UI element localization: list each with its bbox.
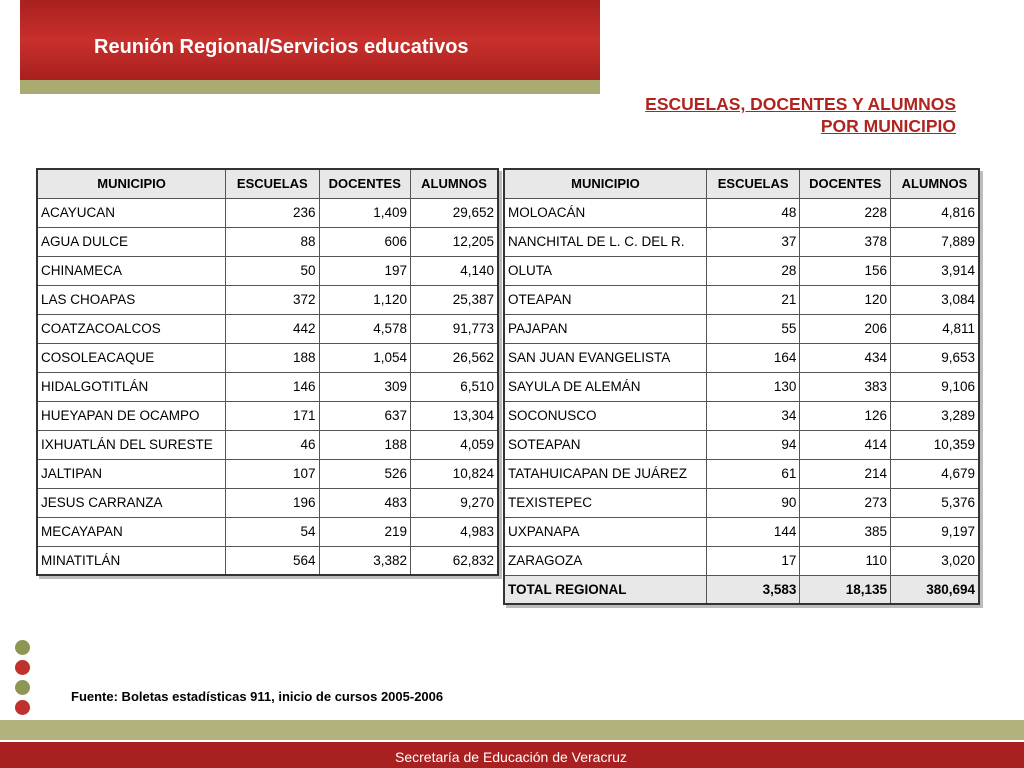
decorative-dot-olive [15, 640, 30, 655]
docentes-cell: 3,382 [319, 546, 411, 575]
escuelas-cell: 61 [706, 459, 799, 488]
column-header-escuelas: ESCUELAS [226, 169, 319, 198]
alumnos-cell: 6,510 [411, 372, 498, 401]
docentes-cell: 385 [800, 517, 891, 546]
table-row [504, 430, 979, 459]
municipio-cell: NANCHITAL DE L. C. DEL R. [504, 227, 706, 256]
escuelas-cell: 130 [706, 372, 799, 401]
docentes-cell: 228 [800, 198, 891, 227]
page-title: Reunión Regional/Servicios educativos [94, 36, 469, 58]
total-value: 3,583 [706, 575, 799, 604]
alumnos-cell: 4,140 [411, 256, 498, 285]
municipio-cell: IXHUATLÁN DEL SURESTE [37, 430, 226, 459]
alumnos-cell: 5,376 [890, 488, 979, 517]
escuelas-cell: 236 [226, 198, 319, 227]
docentes-cell: 126 [800, 401, 891, 430]
municipio-cell: JALTIPAN [37, 459, 226, 488]
docentes-cell: 383 [800, 372, 891, 401]
total-label: TOTAL REGIONAL [504, 575, 706, 604]
municipio-cell: SOCONUSCO [504, 401, 706, 430]
docentes-cell: 214 [800, 459, 891, 488]
column-header-alumnos: ALUMNOS [411, 169, 498, 198]
docentes-cell: 483 [319, 488, 411, 517]
alumnos-cell: 3,914 [890, 256, 979, 285]
table-row [37, 227, 498, 256]
table-row [37, 401, 498, 430]
alumnos-cell: 4,816 [890, 198, 979, 227]
escuelas-cell: 164 [706, 343, 799, 372]
escuelas-cell: 94 [706, 430, 799, 459]
column-header-docentes: DOCENTES [319, 169, 411, 198]
alumnos-cell: 9,106 [890, 372, 979, 401]
table-row [504, 488, 979, 517]
column-header-escuelas: ESCUELAS [706, 169, 799, 198]
docentes-cell: 188 [319, 430, 411, 459]
municipio-cell: ZARAGOZA [504, 546, 706, 575]
escuelas-cell: 55 [706, 314, 799, 343]
municipios-table-right [503, 168, 980, 605]
alumnos-cell: 29,652 [411, 198, 498, 227]
section-title-line-1: ESCUELAS, DOCENTES Y ALUMNOS [645, 94, 956, 114]
column-header-alumnos: ALUMNOS [890, 169, 979, 198]
docentes-cell: 606 [319, 227, 411, 256]
alumnos-cell: 3,084 [890, 285, 979, 314]
docentes-cell: 637 [319, 401, 411, 430]
municipio-cell: SOTEAPAN [504, 430, 706, 459]
escuelas-cell: 442 [226, 314, 319, 343]
municipio-cell: SAN JUAN EVANGELISTA [504, 343, 706, 372]
footer-text: Secretaría de Educación de Veracruz [395, 749, 627, 765]
alumnos-cell: 4,059 [411, 430, 498, 459]
escuelas-cell: 144 [706, 517, 799, 546]
alumnos-cell: 12,205 [411, 227, 498, 256]
alumnos-cell: 9,653 [890, 343, 979, 372]
municipio-cell: TATAHUICAPAN DE JUÁREZ [504, 459, 706, 488]
table-row [37, 546, 498, 575]
municipio-cell: AGUA DULCE [37, 227, 226, 256]
escuelas-cell: 34 [706, 401, 799, 430]
municipio-cell: TEXISTEPEC [504, 488, 706, 517]
escuelas-cell: 90 [706, 488, 799, 517]
table-row [504, 285, 979, 314]
column-header-municipio: MUNICIPIO [504, 169, 706, 198]
alumnos-cell: 4,983 [411, 517, 498, 546]
escuelas-cell: 48 [706, 198, 799, 227]
column-header-municipio: MUNICIPIO [37, 169, 226, 198]
table-header-row [504, 169, 979, 198]
table-header-row [37, 169, 498, 198]
column-header-docentes: DOCENTES [800, 169, 891, 198]
table-row [504, 372, 979, 401]
decorative-dot-red [15, 700, 30, 715]
municipio-cell: LAS CHOAPAS [37, 285, 226, 314]
table-row [504, 227, 979, 256]
table-row [37, 198, 498, 227]
header-accent-stripe [20, 80, 600, 94]
table-row [37, 488, 498, 517]
alumnos-cell: 25,387 [411, 285, 498, 314]
docentes-cell: 120 [800, 285, 891, 314]
municipio-cell: CHINAMECA [37, 256, 226, 285]
alumnos-cell: 3,289 [890, 401, 979, 430]
escuelas-cell: 28 [706, 256, 799, 285]
docentes-cell: 1,120 [319, 285, 411, 314]
alumnos-cell: 3,020 [890, 546, 979, 575]
escuelas-cell: 564 [226, 546, 319, 575]
table-row [504, 517, 979, 546]
table-row [504, 401, 979, 430]
municipio-cell: JESUS CARRANZA [37, 488, 226, 517]
escuelas-cell: 196 [226, 488, 319, 517]
alumnos-cell: 10,359 [890, 430, 979, 459]
municipio-cell: UXPANAPA [504, 517, 706, 546]
alumnos-cell: 13,304 [411, 401, 498, 430]
table-row [504, 314, 979, 343]
docentes-cell: 378 [800, 227, 891, 256]
escuelas-cell: 146 [226, 372, 319, 401]
decorative-dot-olive [15, 680, 30, 695]
municipio-cell: COATZACOALCOS [37, 314, 226, 343]
table-row [37, 372, 498, 401]
section-title [645, 93, 956, 137]
table-row [37, 343, 498, 372]
docentes-cell: 156 [800, 256, 891, 285]
footer-accent-stripe [0, 720, 1024, 740]
escuelas-cell: 46 [226, 430, 319, 459]
municipio-cell: PAJAPAN [504, 314, 706, 343]
docentes-cell: 4,578 [319, 314, 411, 343]
docentes-cell: 434 [800, 343, 891, 372]
alumnos-cell: 4,811 [890, 314, 979, 343]
docentes-cell: 309 [319, 372, 411, 401]
escuelas-cell: 171 [226, 401, 319, 430]
municipio-cell: MOLOACÁN [504, 198, 706, 227]
table-row [37, 430, 498, 459]
municipio-cell: HIDALGOTITLÁN [37, 372, 226, 401]
municipio-cell: SAYULA DE ALEMÁN [504, 372, 706, 401]
table-row [37, 285, 498, 314]
escuelas-cell: 107 [226, 459, 319, 488]
municipio-cell: COSOLEACAQUE [37, 343, 226, 372]
total-value: 18,135 [800, 575, 891, 604]
alumnos-cell: 10,824 [411, 459, 498, 488]
docentes-cell: 206 [800, 314, 891, 343]
escuelas-cell: 37 [706, 227, 799, 256]
alumnos-cell: 26,562 [411, 343, 498, 372]
decorative-dot-red [15, 660, 30, 675]
alumnos-cell: 7,889 [890, 227, 979, 256]
table-row [504, 198, 979, 227]
docentes-cell: 273 [800, 488, 891, 517]
table-row [37, 314, 498, 343]
municipio-cell: MINATITLÁN [37, 546, 226, 575]
municipio-cell: OTEAPAN [504, 285, 706, 314]
municipio-cell: HUEYAPAN DE OCAMPO [37, 401, 226, 430]
escuelas-cell: 54 [226, 517, 319, 546]
municipio-cell: OLUTA [504, 256, 706, 285]
alumnos-cell: 9,270 [411, 488, 498, 517]
escuelas-cell: 188 [226, 343, 319, 372]
alumnos-cell: 91,773 [411, 314, 498, 343]
table-row [504, 546, 979, 575]
docentes-cell: 1,054 [319, 343, 411, 372]
docentes-cell: 1,409 [319, 198, 411, 227]
table-row [504, 459, 979, 488]
docentes-cell: 526 [319, 459, 411, 488]
municipio-cell: MECAYAPAN [37, 517, 226, 546]
alumnos-cell: 62,832 [411, 546, 498, 575]
alumnos-cell: 9,197 [890, 517, 979, 546]
escuelas-cell: 50 [226, 256, 319, 285]
total-row [504, 575, 979, 604]
municipio-cell: ACAYUCAN [37, 198, 226, 227]
docentes-cell: 219 [319, 517, 411, 546]
docentes-cell: 110 [800, 546, 891, 575]
table-row [37, 517, 498, 546]
docentes-cell: 197 [319, 256, 411, 285]
source-note: Fuente: Boletas estadísticas 911, inicio de cursos 2005-2006 [71, 689, 444, 704]
escuelas-cell: 21 [706, 285, 799, 314]
table-row [37, 459, 498, 488]
escuelas-cell: 88 [226, 227, 319, 256]
section-title-line-2: POR MUNICIPIO [820, 116, 956, 136]
table-row [504, 343, 979, 372]
table-row [37, 256, 498, 285]
escuelas-cell: 372 [226, 285, 319, 314]
docentes-cell: 414 [800, 430, 891, 459]
municipios-table-left [36, 168, 499, 576]
table-row [504, 256, 979, 285]
total-value: 380,694 [890, 575, 979, 604]
escuelas-cell: 17 [706, 546, 799, 575]
alumnos-cell: 4,679 [890, 459, 979, 488]
